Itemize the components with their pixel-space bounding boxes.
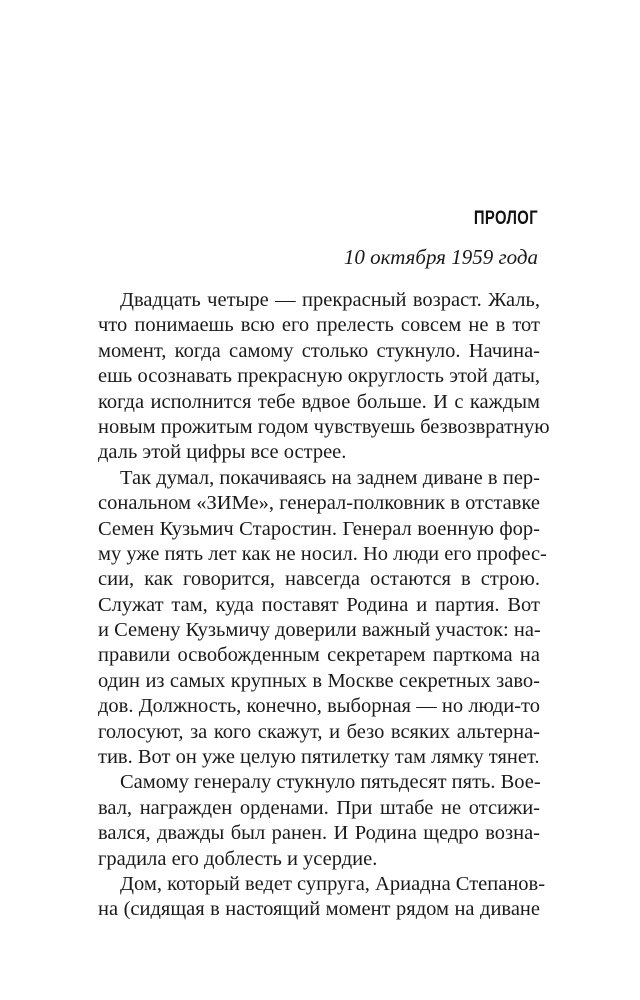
text-line: и Семену Кузьмичу доверили важный участок: на- [98, 619, 541, 642]
text-line: вался, дважды был ранен. И Родина щедро возна- [98, 822, 540, 845]
text-line: голосуют, за кого скажут, и безо всяких альтерна- [98, 720, 540, 743]
text-line: Дом, который ведет супруга, Ариадна Степанов- [120, 872, 546, 895]
text-line: Самому генералу стукнуло пятьдесят пять. Вое- [120, 771, 541, 794]
paragraph [76, 288, 550, 466]
text-line: тив. Вот он уже целую пятилетку там лямку тянет. [98, 746, 540, 769]
text-line: один из самых крупных в Москве секретных заво- [98, 669, 540, 692]
text-line: вал, награжден орденами. При штабе не отсижи- [98, 796, 540, 819]
text-line: новым прожитым годом чувствуешь безвозвратную [98, 415, 550, 438]
chapter-title: ПРОЛОГ [473, 208, 538, 229]
text-line: ешь осознавать прекрасную округлость этой даты, [98, 365, 540, 388]
text-line: на (сидящая в настоящий момент рядом на диване [98, 898, 540, 921]
text-line: Служат там, куда поставят Родина и партия. Вот [98, 593, 540, 616]
text-line: правили освобожденным секретарем парткома на [98, 644, 540, 667]
chapter-date: 10 октября 1959 года [343, 245, 538, 269]
text-line: даль этой цифры все острее. [98, 441, 347, 464]
paragraph [76, 770, 540, 872]
text-line: дов. Должность, конечно, выборная — но люди-то [98, 695, 540, 718]
text-line: Семен Кузьмич Старостин. Генерал военную фор- [98, 517, 540, 540]
text-line: му уже пять лет как не носил. Но люди его профес- [98, 542, 547, 565]
paragraph [76, 466, 547, 771]
text-line: Двадцать четыре — прекрасный возраст. Жаль, [120, 289, 540, 311]
text-line: момент, когда самому столько стукнуло. Начина- [98, 339, 540, 362]
text-line: сональном «ЗИМе», генерал-полковник в отставке [98, 492, 540, 515]
body-text [76, 288, 550, 923]
paragraph [76, 872, 546, 923]
text-line: Так думал, покачиваясь на заднем диване в пер- [120, 466, 540, 489]
text-line: градила его доблесть и усердие. [98, 847, 378, 870]
text-line: сии, как говорится, навсегда остаются в строю. [98, 568, 540, 591]
text-line: когда исполнится тебе вдвое больше. И с каждым [98, 390, 540, 413]
text-line: что понимаешь всю его прелесть совсем не в тот [98, 314, 540, 337]
